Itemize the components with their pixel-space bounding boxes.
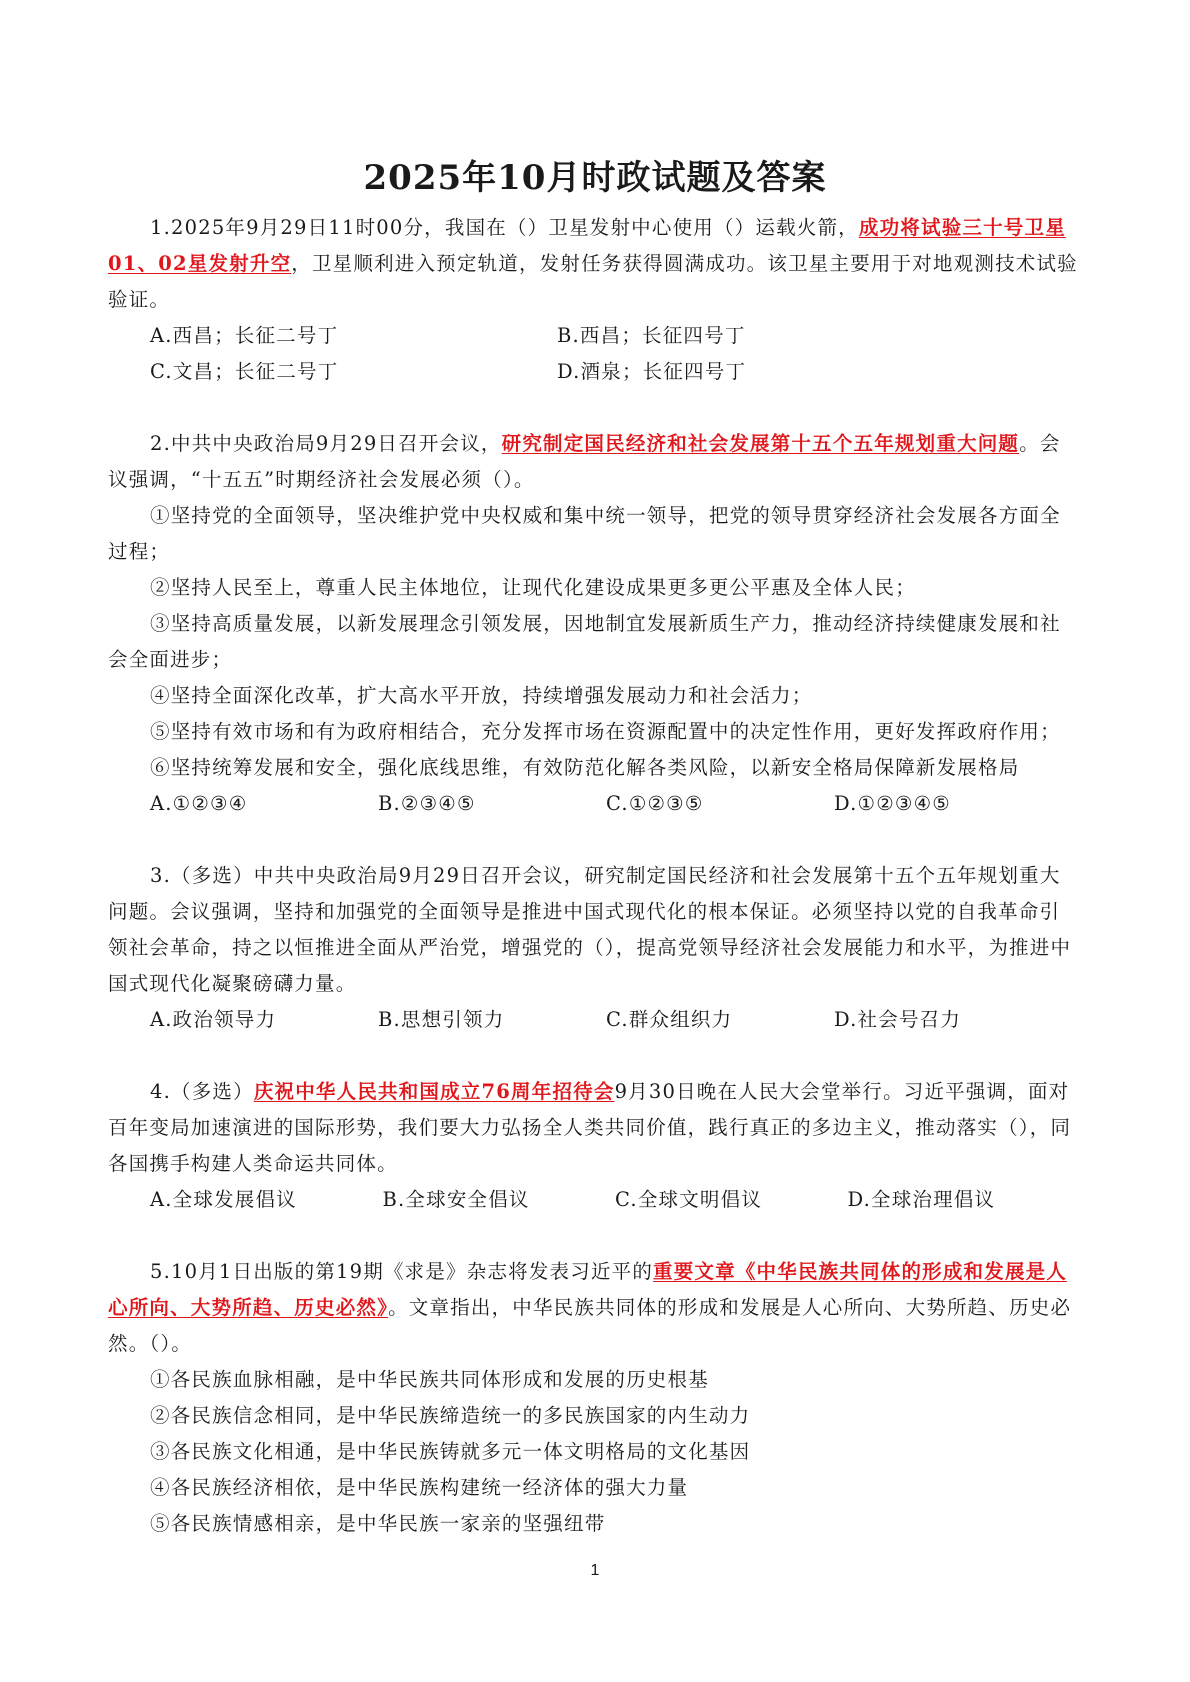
stem-text: 4.（多选） (150, 1080, 254, 1103)
option-d: D.①②③④⑤ (834, 792, 951, 815)
stem-text: 1.2025年9月29日11时00分，我国在（）卫星发射中心使用（）运载火箭， (150, 216, 859, 239)
question-stem (108, 1074, 1080, 1182)
stem-text: 5.10月1日出版的第19期《求是》杂志将发表习近平的 (150, 1260, 654, 1283)
options-row (108, 318, 1080, 354)
option-d: D.社会号召力 (834, 1008, 962, 1031)
question-stem (108, 426, 1080, 498)
stem-text: 。文章指出，中华民族共同体的形成和发展是人心所向、大势所趋、历史必然。（）。 (108, 1296, 1072, 1355)
option-d: D.酒泉；长征四号丁 (557, 360, 747, 383)
highlight-text: 研究制定国民经济和社会发展第十五个五年规划重大问题 (501, 432, 1020, 455)
question-5 (108, 1254, 1080, 1542)
options-row (108, 1182, 1080, 1218)
option-b: B.②③④⑤ (378, 792, 476, 815)
option-b: B.思想引领力 (378, 1008, 505, 1031)
question-stem (108, 1254, 1080, 1362)
question-4 (108, 1074, 1080, 1218)
document-body (108, 210, 1080, 1542)
highlight-text: 成功将试验三十号卫星01、02星发射升空 (108, 216, 1066, 275)
option-b: B.西昌；长征四号丁 (557, 324, 746, 347)
stem-text: 2.中共中央政治局9月29日召开会议， (150, 432, 502, 455)
stem-text: 。会议强调，“十五五”时期经济社会发展必须（）。 (108, 432, 1061, 491)
statement-item: ③坚持高质量发展，以新发展理念引领发展，因地制宜发展新质生产力，推动经济持续健康发展和社会全面进步； (108, 612, 1061, 671)
question-1 (108, 210, 1080, 390)
question-2 (108, 426, 1080, 822)
highlight-text: 重要文章《中华民族共同体的形成和发展是人心所向、大势所趋、历史必然》 (108, 1260, 1068, 1319)
statement-item: ④各民族经济相依，是中华民族构建统一经济体的强大力量 (150, 1476, 689, 1499)
option-a: A.西昌；长征二号丁 (150, 324, 339, 347)
statement-item: ②各民族信念相同，是中华民族缔造统一的多民族国家的内生动力 (150, 1404, 751, 1427)
option-a: A.全球发展倡议 (150, 1188, 297, 1211)
question-3 (108, 858, 1080, 1038)
stem-text: ，卫星顺利进入预定轨道，发射任务获得圆满成功。该卫星主要用于对地观测技术试验验证。 (108, 252, 1078, 311)
option-a: A.①②③④ (150, 792, 248, 815)
document-title: 2025年10月时政试题及答案 (363, 158, 827, 198)
statement-item: ①各民族血脉相融，是中华民族共同体形成和发展的历史根基 (150, 1368, 709, 1391)
option-c: C.群众组织力 (606, 1008, 733, 1031)
statement-item: ⑤坚持有效市场和有为政府相结合，充分发挥市场在资源配置中的决定性作用，更好发挥政府作用； (150, 720, 1061, 743)
question-stem (108, 210, 1080, 318)
question-stem: 3.（多选）中共中央政治局9月29日召开会议，研究制定国民经济和社会发展第十五个五年规划重大问题。会议强调，坚持和加强党的全面领导是推进中国式现代化的根本保证。必须坚持以党的自我革命引领社会革命，持之以恒推进全面从严治党，增强党的（），提高党领导经济社会发展能力和水平，为推进中国式现代化凝聚磅礴力量。 (108, 864, 1072, 995)
option-b: B.全球安全倡议 (382, 1188, 530, 1211)
options-row (108, 1002, 1080, 1038)
option-a: A.政治领导力 (150, 1008, 277, 1031)
page-number: 1 (590, 1562, 600, 1579)
statement-item: ⑤各民族情感相亲，是中华民族一家亲的坚强纽带 (150, 1512, 606, 1535)
option-d: D.全球治理倡议 (847, 1188, 996, 1211)
option-c: C.文昌；长征二号丁 (150, 360, 339, 383)
statement-item: ④坚持全面深化改革，扩大高水平开放，持续增强发展动力和社会活力； (150, 684, 813, 707)
statement-item: ②坚持人民至上，尊重人民主体地位，让现代化建设成果更多更公平惠及全体人民； (150, 576, 916, 599)
option-c: C.全球文明倡议 (615, 1188, 763, 1211)
option-c: C.①②③⑤ (606, 792, 704, 815)
statement-item: ⑥坚持统筹发展和安全，强化底线思维，有效防范化解各类风险，以新安全格局保障新发展格局 (150, 756, 1020, 779)
highlight-text: 庆祝中华人民共和国成立76周年招待会 (253, 1080, 615, 1103)
stem-text: 9月30日晚在人民大会堂举行。习近平强调，面对百年变局加速演进的国际形势，我们要大力弘扬全人类共同价值，践行真正的多边主义，推动落实（），同各国携手构建人类命运共同体。 (108, 1080, 1072, 1175)
options-row (108, 354, 1080, 390)
statement-item: ①坚持党的全面领导，坚决维护党中央权威和集中统一领导，把党的领导贯穿经济社会发展各方面全过程； (108, 504, 1061, 563)
options-row (108, 786, 1080, 822)
statement-item: ③各民族文化相通，是中华民族铸就多元一体文明格局的文化基因 (150, 1440, 751, 1463)
